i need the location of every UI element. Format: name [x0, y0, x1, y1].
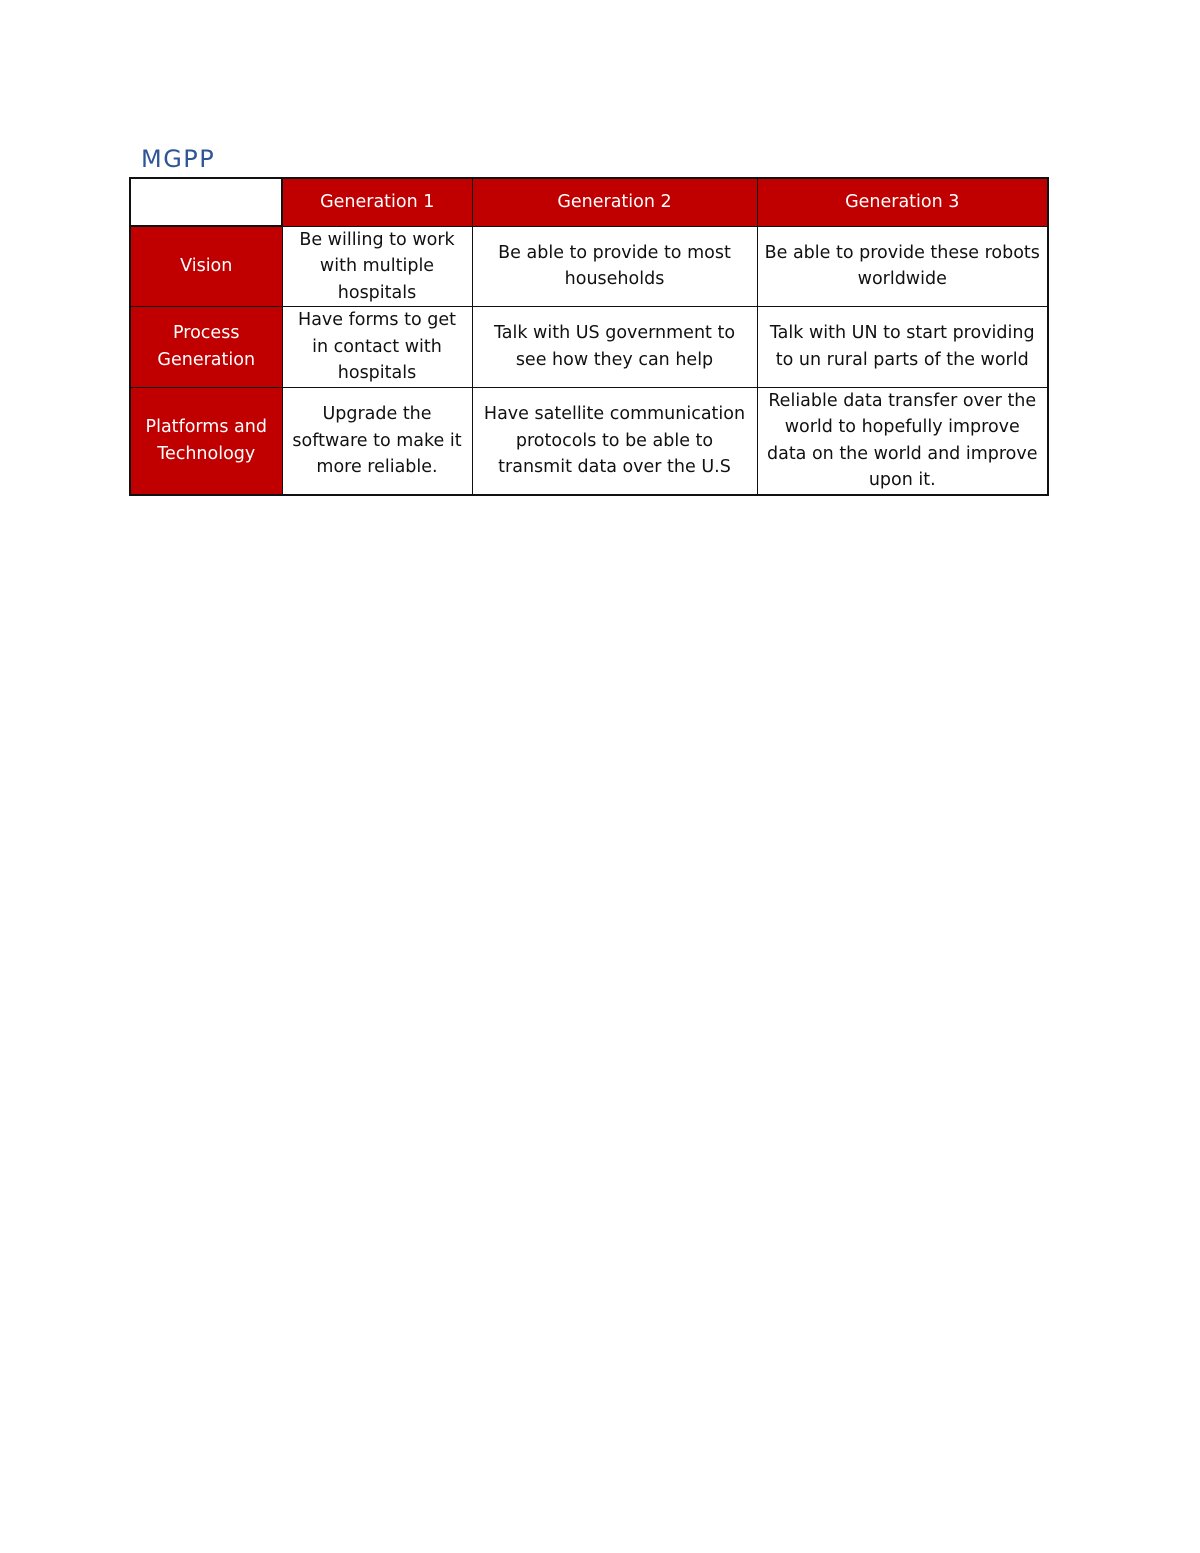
mgpp-table [129, 177, 1049, 496]
table-cell: Have satellite communication protocols to be able to transmit data over the U.S [472, 387, 757, 495]
table-cell: Be willing to work with multiple hospitals [282, 226, 472, 307]
corner-cell [130, 178, 282, 226]
row-header-platforms-and-technology: Platforms and Technology [130, 387, 282, 495]
row-header-process-generation: Process Generation [130, 307, 282, 388]
table-cell: Be able to provide these robots worldwide [757, 226, 1048, 307]
table-row-process-generation [130, 307, 1048, 388]
table-header-row [130, 178, 1048, 226]
table-cell: Upgrade the software to make it more reliable. [282, 387, 472, 495]
table-cell: Talk with UN to start providing to un rural parts of the world [757, 307, 1048, 388]
document-title: MGPP [141, 145, 216, 173]
column-header-generation-3: Generation 3 [757, 178, 1048, 226]
table-row-vision [130, 226, 1048, 307]
table-row-platforms-and-technology [130, 387, 1048, 495]
table-cell: Be able to provide to most households [472, 226, 757, 307]
column-header-generation-2: Generation 2 [472, 178, 757, 226]
table-cell: Have forms to get in contact with hospitals [282, 307, 472, 388]
table-cell: Talk with US government to see how they can help [472, 307, 757, 388]
row-header-vision: Vision [130, 226, 282, 307]
table-cell: Reliable data transfer over the world to hopefully improve data on the world and improve upon it. [757, 387, 1048, 495]
column-header-generation-1: Generation 1 [282, 178, 472, 226]
